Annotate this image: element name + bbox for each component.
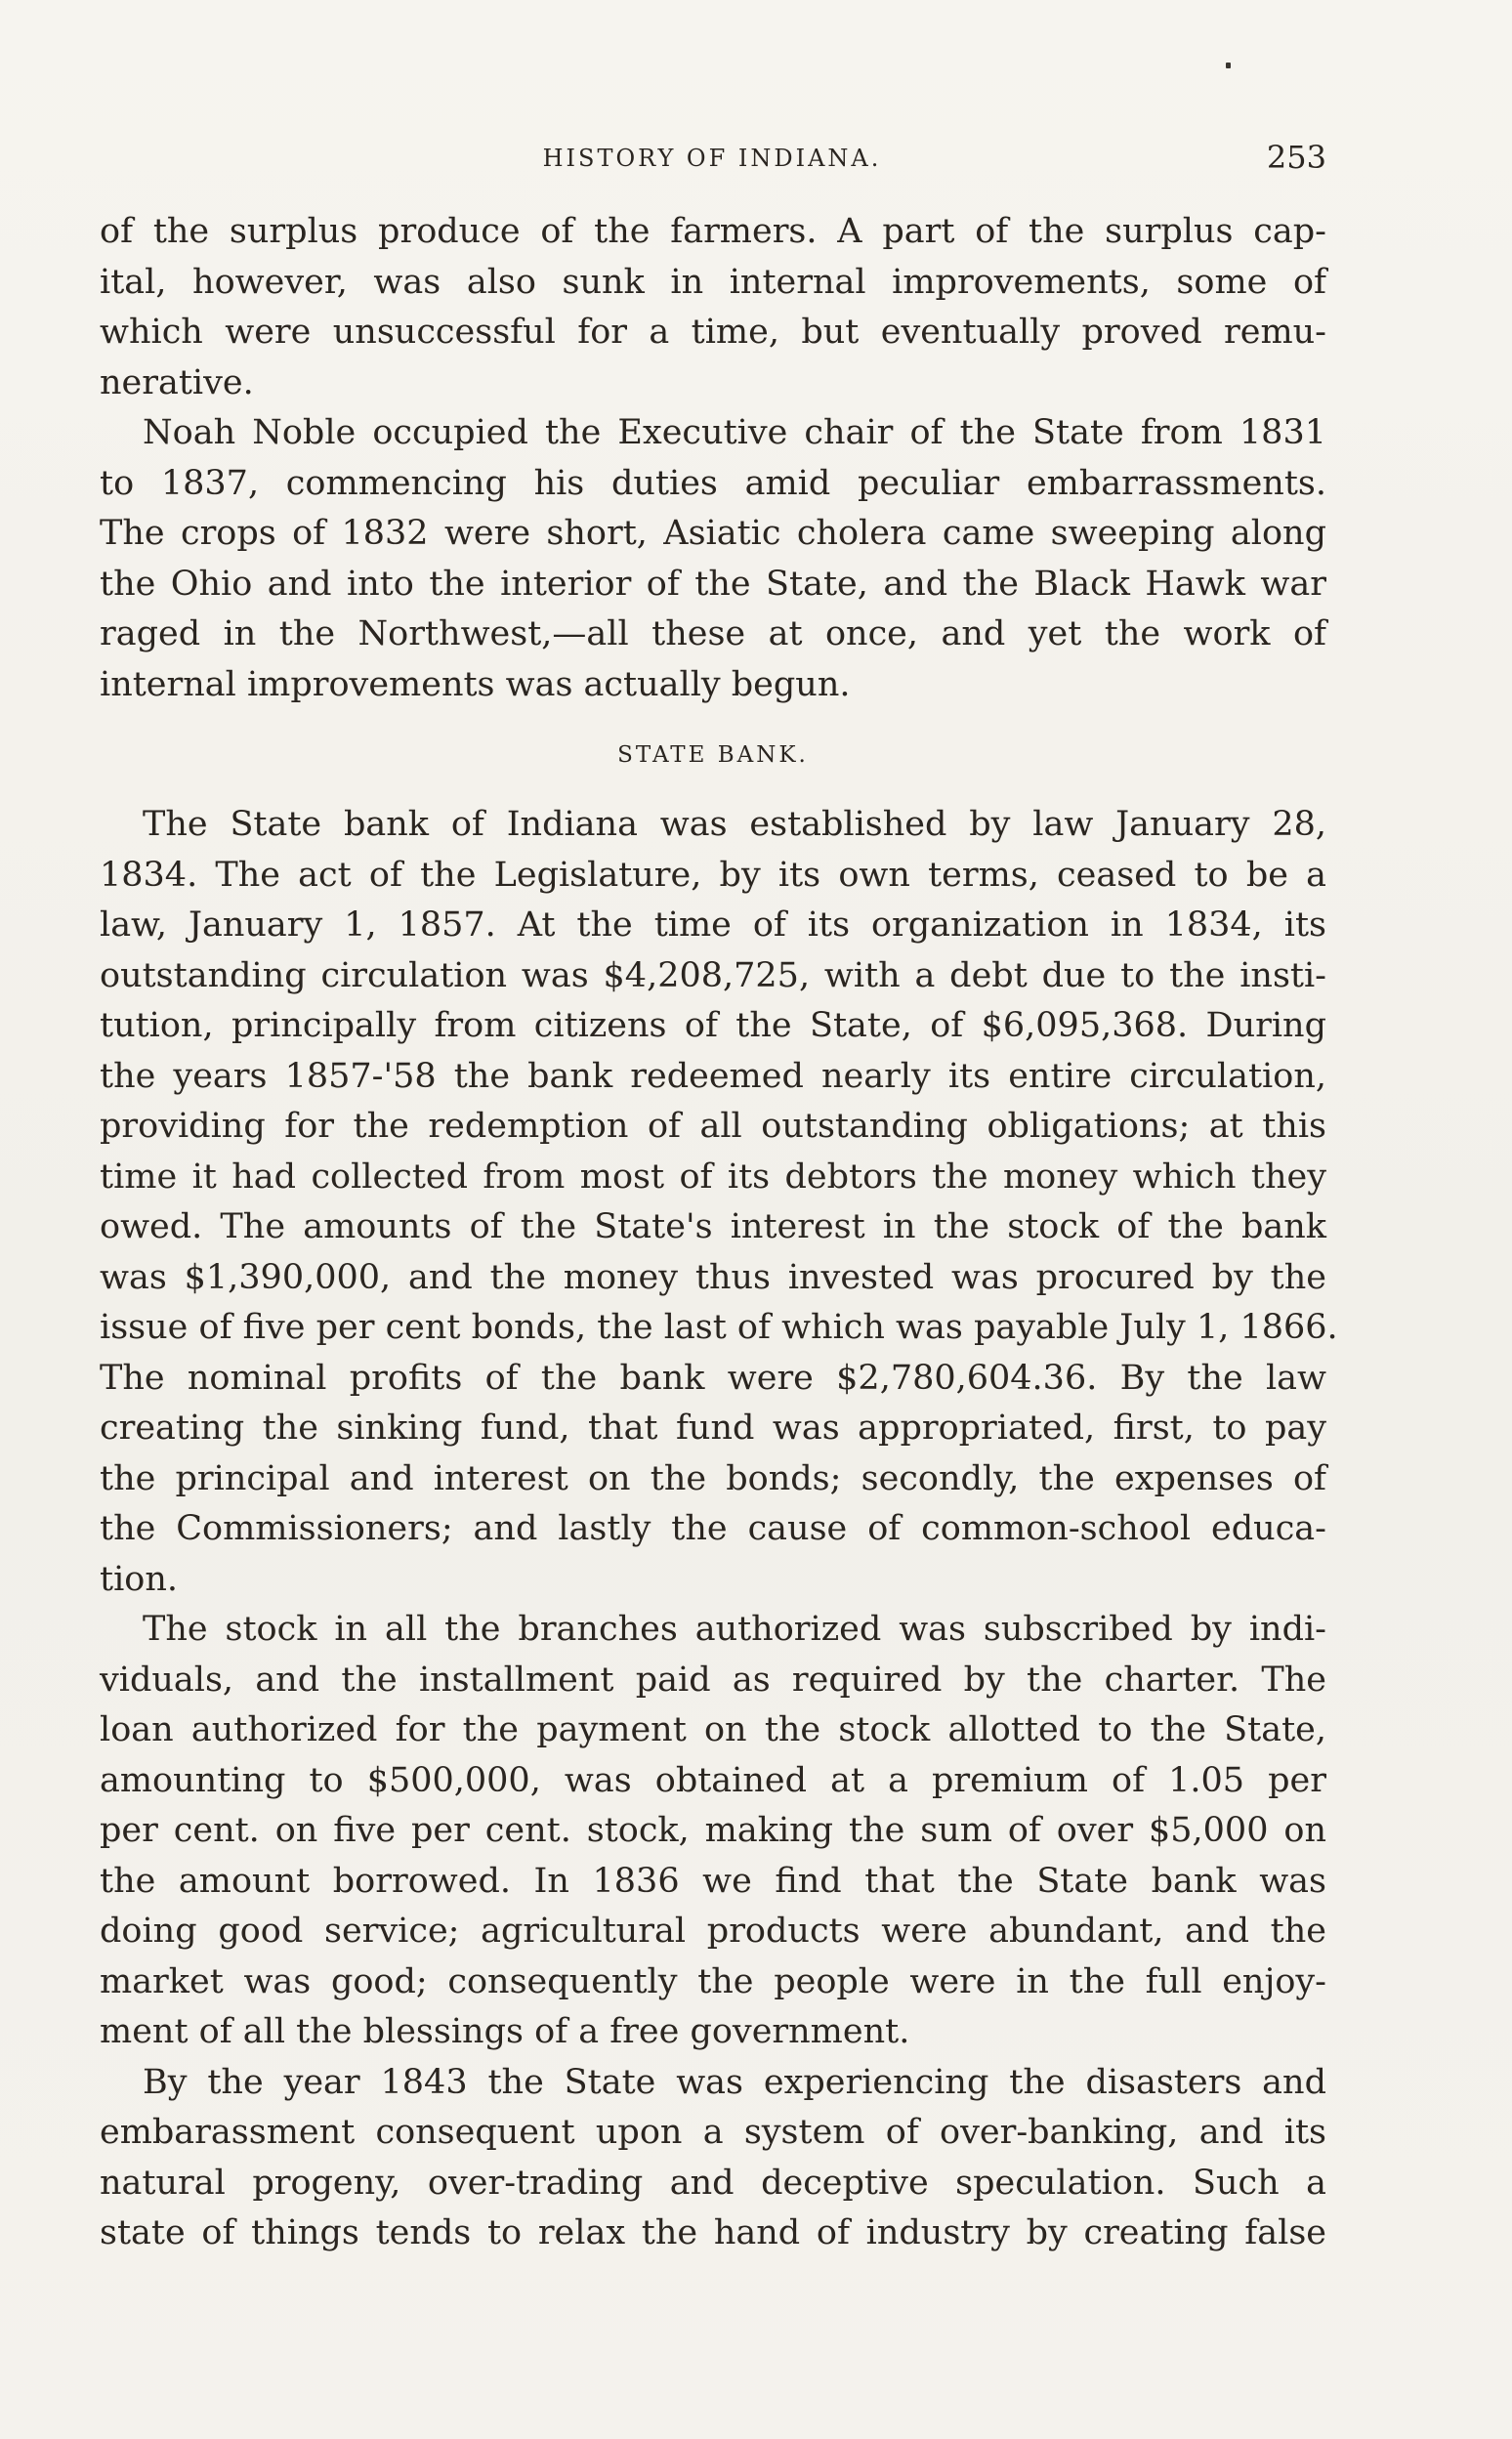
text-line: The stock in all the branches authorized was subscribed by indi- (143, 1610, 1326, 1649)
text-line: the Commissioners; and lastly the cause of common-school educa- (100, 1509, 1326, 1548)
text-line: outstanding circulation was $4,208,725, with a debt due to the insti- (100, 955, 1326, 995)
text-line: which were unsuccessful for a time, but eventually proved remu- (100, 313, 1326, 352)
text-line: ment of all the blessings of a free government. (100, 2012, 910, 2051)
body-text (100, 207, 1338, 2259)
text-line: ital, however, was also sunk in internal improvements, some of (100, 262, 1326, 302)
text-line: market was good; consequently the people were in the full enjoy- (100, 1961, 1326, 2001)
text-line: embarassment consequent upon a system of over-banking, and its (100, 2113, 1326, 2152)
page-header (98, 139, 1326, 178)
text-line: tution, principally from citizens of the State, of $6,095,368. During (100, 1006, 1326, 1045)
text-line: 1834. The act of the Legislature, by its own terms, ceased to be a (100, 855, 1326, 895)
paragraph (100, 2058, 1326, 2259)
text-line: By the year 1843 the State was experiencing the disasters and (143, 2062, 1326, 2102)
text-line: internal improvements was actually begun. (100, 664, 851, 704)
text-line: providing for the redemption of all outstanding obligations; at this (100, 1107, 1326, 1146)
running-head: HISTORY OF INDIANA. (542, 145, 882, 172)
text-line: The crops of 1832 were short, Asiatic cholera came sweeping along (100, 514, 1326, 553)
ink-speck (1226, 63, 1231, 68)
text-line: The State bank of Indiana was established by law January 28, (143, 805, 1326, 844)
paragraph (100, 800, 1338, 1605)
text-line: issue of five per cent bonds, the last of which was payable July 1, 1866. (100, 1308, 1338, 1347)
text-line: viduals, and the installment paid as required by the charter. The (100, 1660, 1326, 1700)
section-heading: STATE BANK. (617, 742, 809, 768)
text-line: time it had collected from most of its debtors the money which they (100, 1156, 1326, 1197)
text-line: the years 1857-'58 the bank redeemed nearly its entire circulation, (100, 1056, 1326, 1096)
paragraph (100, 207, 1326, 408)
text-line: doing good service; agricultural products were abundant, and the (100, 1912, 1326, 1951)
text-line: of the surplus produce of the farmers. A part of the surplus cap- (100, 212, 1326, 251)
text-line: the Ohio and into the interior of the State, and the Black Hawk war (100, 564, 1326, 604)
text-line: law, January 1, 1857. At the time of its organization in 1834, its (100, 905, 1326, 945)
opening-paragraphs (100, 207, 1326, 710)
section-paragraphs (100, 800, 1338, 2259)
text-line: raged in the Northwest,—all these at once, and yet the work of (100, 614, 1326, 653)
text-line: creating the sinking fund, that fund was appropriated, first, to pay (100, 1409, 1326, 1448)
text-line: loan authorized for the payment on the stock allotted to the State, (100, 1710, 1326, 1749)
text-line: natural progeny, over-trading and deceptive speculation. Such a (100, 2163, 1326, 2203)
page-number: 253 (1266, 139, 1326, 176)
paragraph (100, 408, 1326, 710)
text-line: amounting to $500,000, was obtained at a premium of 1.05 per (100, 1760, 1326, 1800)
text-line: the principal and interest on the bonds; secondly, the expenses of (100, 1458, 1326, 1498)
text-line: state of things tends to relax the hand of industry by creating false (100, 2213, 1326, 2252)
paragraph (100, 1605, 1326, 2058)
text-line: nerative. (100, 362, 254, 402)
text-line: tion. (100, 1559, 178, 1599)
text-line: owed. The amounts of the State's interest in the stock of the bank (100, 1207, 1326, 1246)
text-line: was $1,390,000, and the money thus invested was procured by the (100, 1257, 1326, 1297)
text-line: per cent. on five per cent. stock, making the sum of over $5,000 on (100, 1811, 1326, 1850)
text-line: The nominal profits of the bank were $2,780,604.36. By the law (100, 1358, 1326, 1398)
text-line: Noah Noble occupied the Executive chair of the State from 1831 (143, 413, 1326, 452)
text-line: the amount borrowed. In 1836 we find that the State bank was (100, 1861, 1326, 1901)
text-line: to 1837, commencing his duties amid peculiar embarrassments. (100, 463, 1326, 503)
